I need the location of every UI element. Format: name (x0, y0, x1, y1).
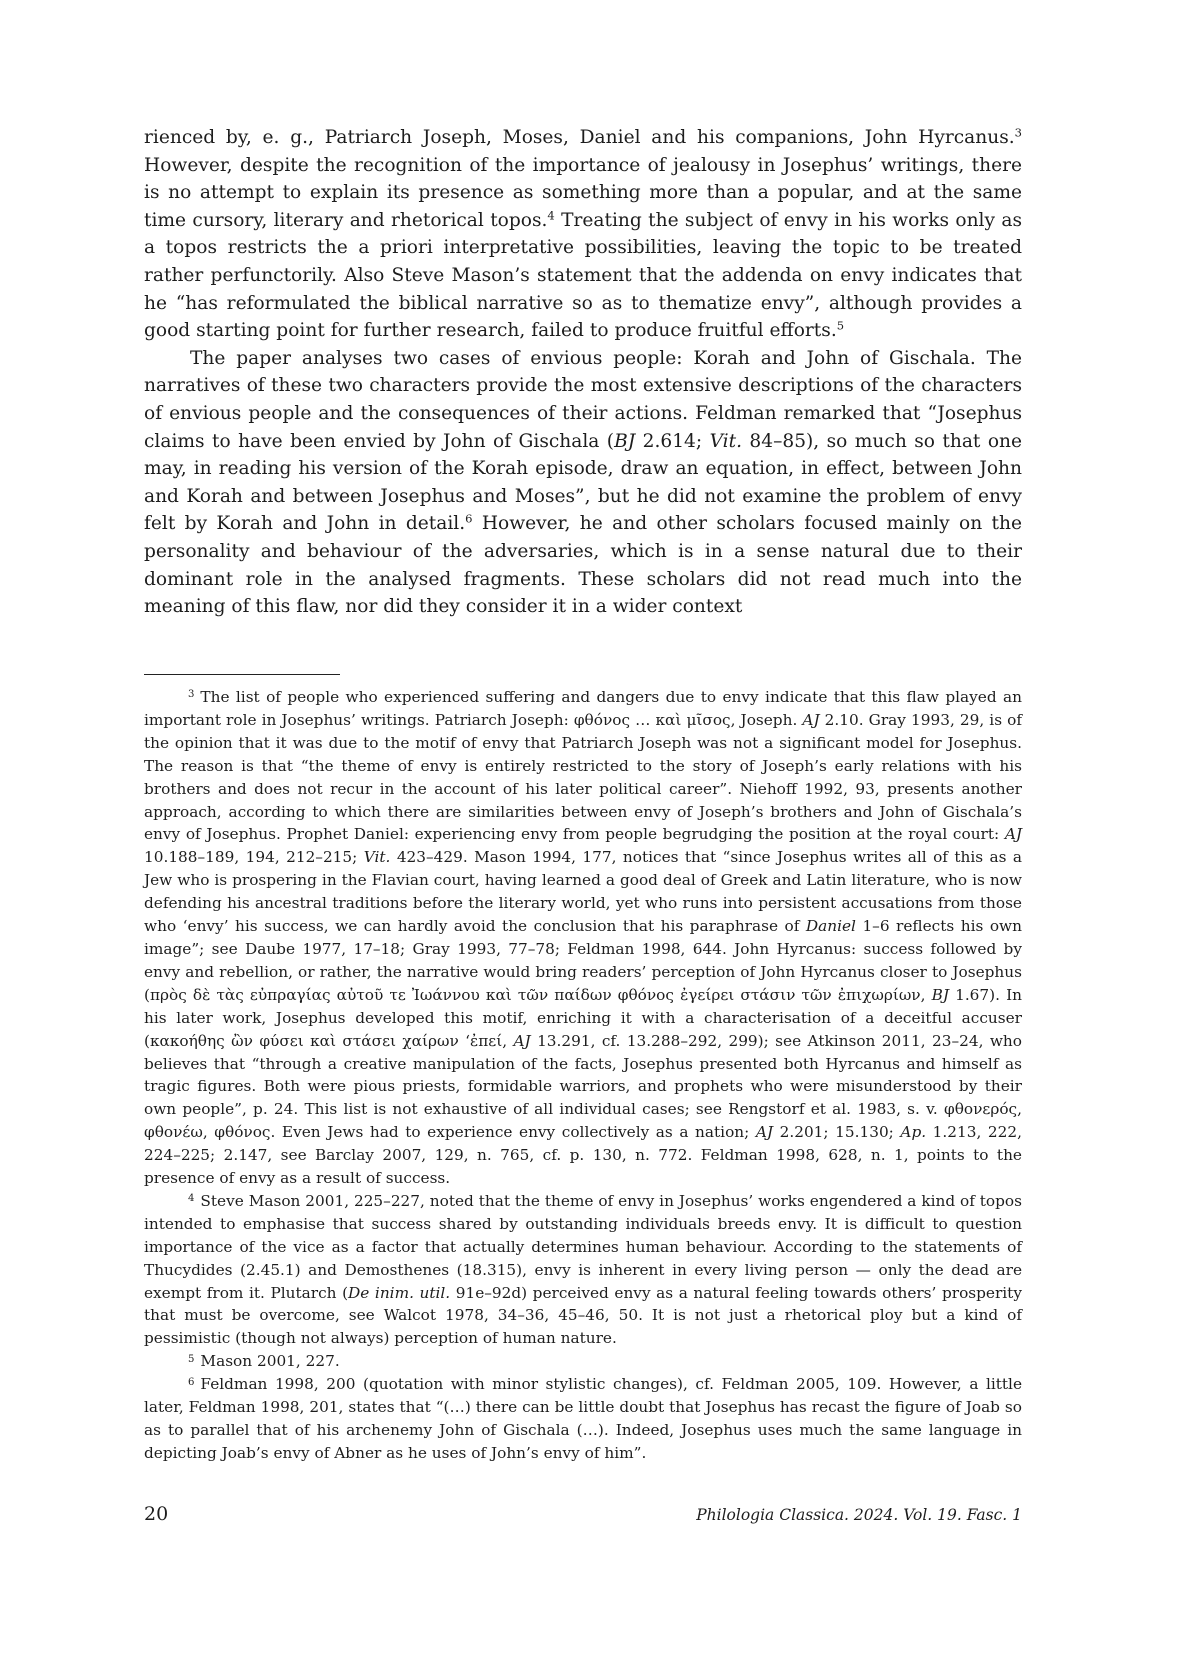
footnotes (144, 686, 1022, 1465)
footnote-6: $^6$ Feldman 1998, 200 (quotation with minor stylistic changes), cf. Feldman 2005, 109. However, a little later, Feldman 1998, 201, states that “(…) there can be little doubt that Josephus has recast the figure of Joab so as to parallel that of his archenemy John of Gischala (…). Indeed, Josephus uses much the same language in depicting Joab’s envy of Abner as he uses of John’s envy of him”. (144, 1375, 1022, 1462)
main-text (144, 124, 1022, 621)
page-footer (144, 1503, 1022, 1533)
footnote-ref-4[interactable]: 4 (547, 208, 555, 223)
footnote-5: $^5$ Mason 2001, 227. (188, 1352, 340, 1371)
footnote-number: 5 (188, 1353, 195, 1365)
page-number: 20 (144, 1503, 169, 1525)
running-title: Philologia Classica. 2024. Vol. 19. Fasc. 1 (696, 1506, 1022, 1524)
footnote-separator (144, 674, 340, 675)
footnote-number: 3 (188, 689, 195, 701)
paragraph-1: rienced by, e. g., Patriarch Joseph, Moses, Daniel and his companions, John Hyrcanus.$^3$ However, despite the recognition of the importance of jealousy in Josephus’ writings, there is no attempt to explain its presence as something more than a popular, and at the same time cursory, literary and rhetorical topos.$^4$ Treating the subject of envy in his works only as a topos restricts the a priori interpretative possibilities, leaving the topic to be treated rather perfunctorily. Also Steve Mason’s statement that the addenda on envy indicates that he “has reformulated the biblical narrative so as to thematize envy”, although provides a good starting point for further research, failed to produce fruitful efforts.$^5$ (144, 125, 1022, 342)
footnote-4: $^4$ Steve Mason 2001, 225–227, noted that the theme of envy in Josephus’ works engendered a kind of topos intended to emphasise that success shared by outstanding individuals breeds envy. It is difficult to question importance of the vice as a factor that actually determines human behaviour. According to the statements of Thucydides (2.45.1) and Demosthenes (18.315), envy is inherent in every living person — only the dead are exempt from it. Plutarch (De inim. util. 91e–92d) perceived envy as a natural feeling towards others’ prosperity that must be overcome, see Walcot 1978, 34–36, 45–46, 50. It is not just a rhetorical ploy but a kind of pessimistic (though not always) perception of human nature. (144, 1191, 1022, 1348)
footnote-ref-5[interactable]: 5 (836, 318, 845, 333)
footnote-number: 6 (188, 1376, 195, 1388)
footnote-ref-6[interactable]: 6 (465, 511, 473, 526)
footnote-number: 4 (188, 1193, 195, 1205)
paragraph-2: The paper analyses two cases of envious people: Korah and John of Gischala. The narratives of these two characters provide the most extensive descriptions of the characters of envious people and the consequences of their actions. Feldman remarked that “Josephus claims to have been envied by John of Gischala (BJ 2.614; Vit. 84–85), so much so that one may, in reading his version of the Korah episode, draw an equation, in effect, between John and Korah and between Josephus and Moses”, but he did not examine the problem of envy felt by Korah and John in detail.$^6$ However, he and other scholars focused mainly on the personality and behaviour of the adversaries, which is in a sense natural due to their dominant role in the analysed fragments. These scholars did not read much into the meaning of this flaw, nor did they consider it in a wider context (144, 347, 1022, 618)
footnote-3: $^3$ The list of people who experienced suffering and dangers due to envy indicate that this flaw played an important role in Josephus’ writings. Patriarch Joseph: φθόνος … καὶ μῖσος, Joseph. AJ 2.10. Gray 1993, 29, is of the opinion that it was due to the motif of envy that Patriarch Joseph was not a significant model for Josephus. The reason is that “the theme of envy is entirely restricted to the story of Joseph’s early relations with his brothers and does not recur in the account of his later political career”. Niehoff 1992, 93, presents another approach, according to which there are similarities between envy of Joseph’s brothers and John of Gischala’s envy of Josephus. Prophet Daniel: experiencing envy from people begrudging the position at the royal court: AJ 10.188–189, 194, 212–215; Vit. 423–429. Mason 1994, 177, notices that “since Josephus writes all of this as a Jew who is prospering in the Flavian court, having learned a good deal of Greek and Latin literature, who is now defending his ancestral traditions before the literary world, yet who runs into persistent accusations from those who ‘envy’ his success, we can hardly avoid the conclusion that his paraphrase of Daniel 1–6 reflects his own image”; see Daube 1977, 17–18; Gray 1993, 77–78; Feldman 1998, 644. John Hyrcanus: success followed by envy and rebellion, or rather, the narrative would bring readers’ perception of John Hyrcanus closer to Josephus (πρὸς δὲ τὰς εὐπραγίας αὐτοῦ τε Ἰωάννου καὶ τῶν παίδων φθόνος ἐγείρει στάσιν τῶν ἐπιχωρίων, BJ 1.67). In his later work, Josephus developed this motif, enriching it with a characterisation of a deceitful accuser (κακοήθης ὢν φύσει καὶ στάσει χαίρων ‘ἐπεί, AJ 13.291, cf. 13.288–292, 299); see Atkinson 2011, 23–24, who believes that “through a creative manipulation of the facts, Josephus presented both Hyrcanus and himself as tragic figures. Both were pious priests, formidable warriors, and prophets who were misunderstood by their own people”, p. 24. This list is not exhaustive of all individual cases; see Rengstorf et al. 1983, s. v. φθονερός, φθονέω, φθόνος. Even Jews had to experience envy collectively as a nation; AJ 2.201; 15.130; Ap. 1.213, 222, 224–225; 2.147, see Barclay 2007, 129, n. 765, cf. p. 130, n. 772. Feldman 1998, 628, n. 1, points to the presence of envy as a result of success. (144, 688, 1022, 1188)
footnote-ref-3[interactable]: 3 (1014, 125, 1022, 140)
